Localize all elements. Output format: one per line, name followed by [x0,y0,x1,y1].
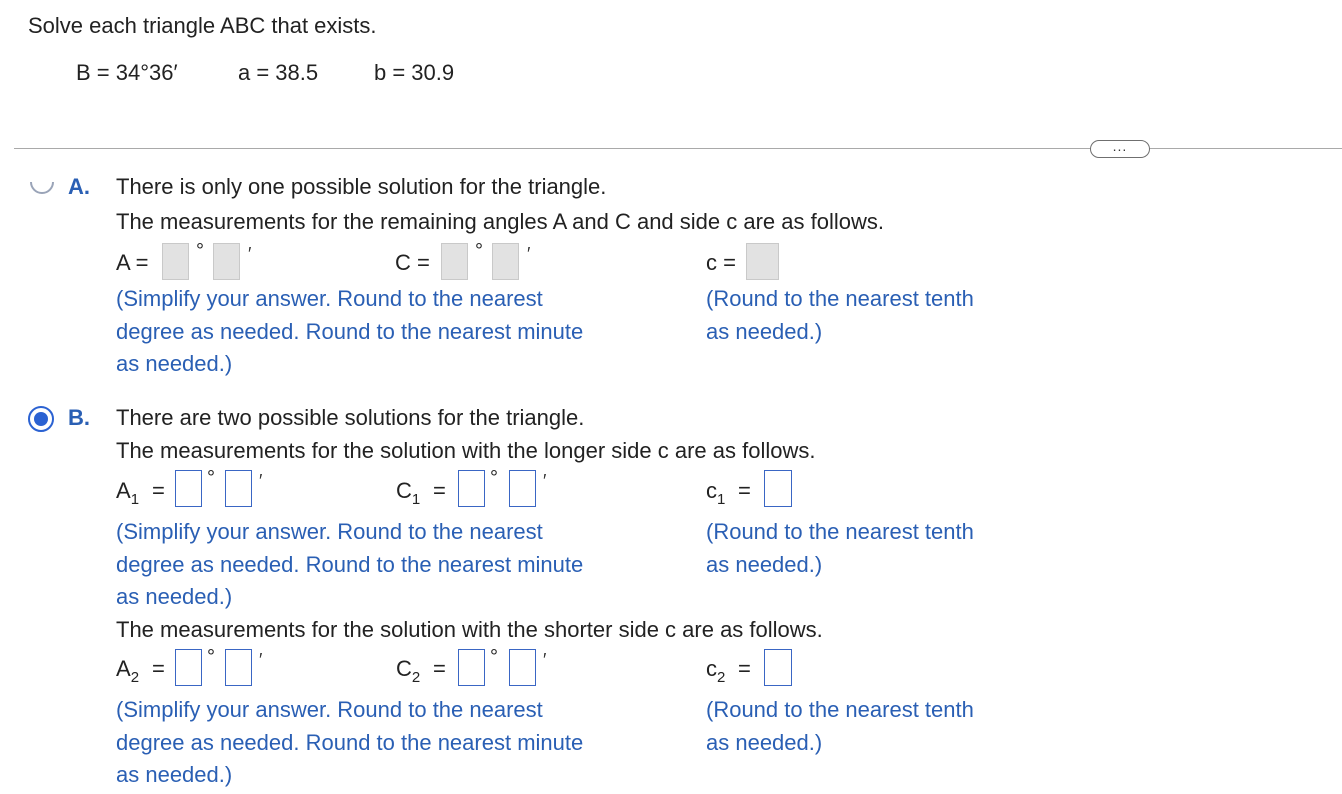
hint-line: as needed.) [706,318,823,344]
option-b-angle-a1-label [116,478,139,508]
option-b-angle-a1-degrees-input[interactable] [175,470,202,507]
option-b-angle-a1-minutes-input[interactable] [225,470,252,507]
degree-symbol: ° [475,240,483,262]
given-side-b: b = 30.9 [374,60,455,85]
more-options-button[interactable]: ... [1090,140,1150,158]
option-b-side-c2-input[interactable] [764,649,792,686]
option-a-side-hint [706,283,974,348]
equals-sign: = [738,656,751,681]
label-subscript: 1 [411,491,421,508]
equals-sign: = [433,478,446,503]
hint-line: as needed.) [706,729,823,755]
hint-line: (Round to the nearest tenth [706,519,974,544]
option-a-angle-a-minutes-input[interactable] [213,243,240,280]
option-a-radio[interactable] [30,170,54,194]
degree-symbol: ° [207,646,215,668]
degree-symbol: ° [196,240,204,262]
option-b-angle-c2-minutes-input[interactable] [509,649,536,686]
option-b-angle-c1-minutes-input[interactable] [509,470,536,507]
option-b-longer-side-hint [706,516,974,581]
option-b-shorter-side-hint [706,694,974,759]
option-b-longer-angle-hint [116,516,583,614]
option-b-angle-a2-degrees-input[interactable] [175,649,202,686]
hint-line: (Round to the nearest tenth [706,286,974,311]
hint-line: as needed.) [706,551,823,577]
minute-symbol: ′ [543,650,547,670]
hint-line: (Round to the nearest tenth [706,697,974,722]
hint-line: degree as needed. Round to the nearest minute [116,318,584,344]
hint-line: as needed.) [116,762,233,787]
option-a-angle-a-label: A = [116,250,149,275]
option-a-clipped-heading [68,174,1028,202]
option-b-longer-measurements: The measurements for the solution with the longer side c are as follows. [116,438,816,463]
hint-line: as needed.) [116,584,233,609]
option-b-radio[interactable] [28,406,54,432]
option-b-angle-a2-minutes-input[interactable] [225,649,252,686]
option-a-angle-c-minutes-input[interactable] [492,243,519,280]
option-a-heading: There is only one possible solution for the triangle. [116,174,607,199]
equals-sign: = [152,656,165,681]
label-subscript: 2 [130,669,140,686]
option-b-angle-c1-degrees-input[interactable] [458,470,485,507]
label-subscript: 1 [130,491,140,508]
option-b-side-c1-input[interactable] [764,470,792,507]
label-letter: A [116,656,131,681]
hint-line: (Simplify your answer. Round to the nearest [116,286,543,311]
hint-line: as needed.) [116,351,233,376]
option-a-angle-hint [116,283,583,381]
hint-line: (Simplify your answer. Round to the nearest [116,519,543,544]
problem-instruction: Solve each triangle ABC that exists. [28,13,377,38]
option-a-angle-a-degrees-input[interactable] [162,243,189,280]
option-b-side-c2-label [706,656,725,686]
option-b-angle-c2-degrees-input[interactable] [458,649,485,686]
label-letter: C [396,656,412,681]
minute-symbol: ′ [259,650,263,670]
degree-symbol: ° [490,646,498,668]
label-subscript: 2 [411,669,421,686]
option-b-letter: B. [68,405,90,430]
hint-line: degree as needed. Round to the nearest minute [116,551,584,577]
equals-sign: = [152,478,165,503]
option-a-measurements: The measurements for the remaining angles A and C and side c are as follows. [116,209,884,234]
option-b-side-c1-label [706,478,725,508]
option-a-letter: A. [68,174,90,199]
minute-symbol: ′ [527,244,531,264]
degree-symbol: ° [207,467,215,489]
degree-symbol: ° [490,467,498,489]
option-b-angle-a2-label [116,656,139,686]
given-angle-b: B = 34°36′ [76,60,178,85]
option-b-heading: There are two possible solutions for the triangle. [116,405,585,430]
hint-line: degree as needed. Round to the nearest minute [116,729,584,755]
option-b-shorter-measurements: The measurements for the solution with the shorter side c are as follows. [116,617,823,642]
hint-line: (Simplify your answer. Round to the nearest [116,697,543,722]
option-a-side-c-label: c = [706,250,736,275]
option-a-angle-c-label: C = [395,250,430,275]
option-b-angle-c1-label [396,478,420,508]
label-letter: A [116,478,131,503]
label-subscript: 2 [717,669,726,686]
option-b-shorter-angle-hint [116,694,583,792]
label-subscript: 1 [717,491,726,508]
equals-sign: = [738,478,751,503]
option-a-side-c-input[interactable] [746,243,779,280]
minute-symbol: ′ [259,471,263,491]
given-side-a: a = 38.5 [238,60,319,85]
label-letter: c [706,656,717,681]
label-letter: C [396,478,412,503]
minute-symbol: ′ [543,471,547,491]
option-b-angle-c2-label [396,656,420,686]
minute-symbol: ′ [248,244,252,264]
equals-sign: = [433,656,446,681]
option-a-angle-c-degrees-input[interactable] [441,243,468,280]
label-letter: c [706,478,717,503]
